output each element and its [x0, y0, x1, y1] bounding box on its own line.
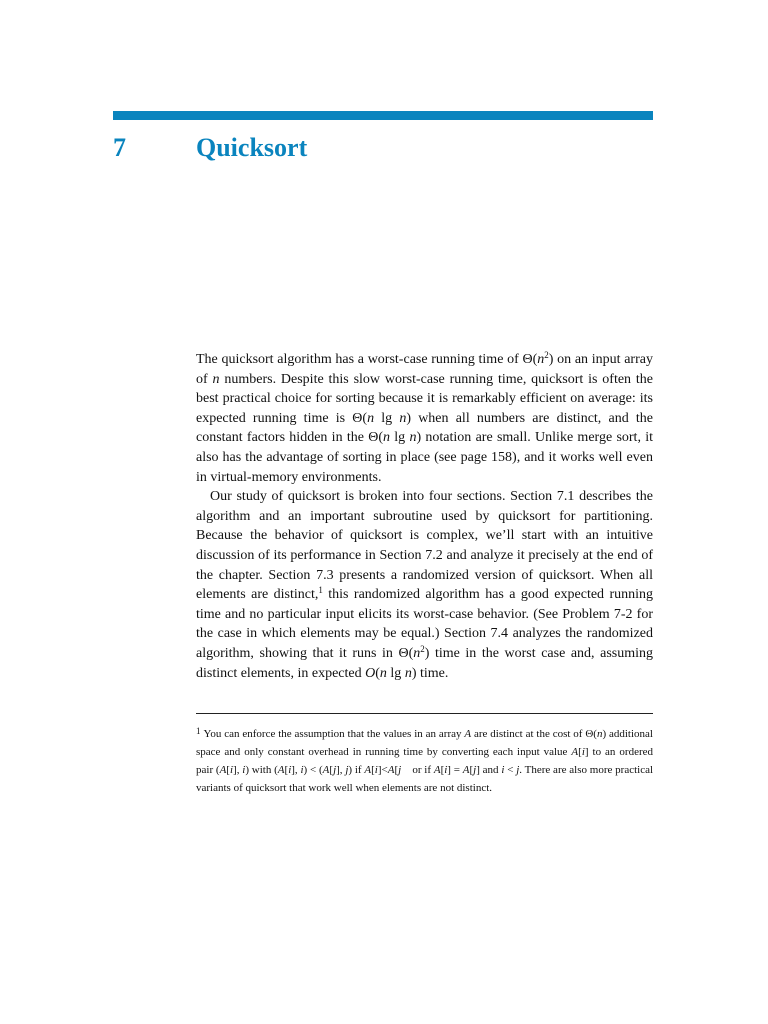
math-var: n — [399, 410, 407, 426]
math-var: n — [212, 371, 220, 387]
text: < — [504, 764, 517, 776]
math-var: A — [462, 764, 470, 776]
chapter-top-rule — [113, 111, 653, 120]
text: ) when all numbers are distinct, and the constant factors hidden in the Θ( — [196, 410, 654, 446]
text: lg — [386, 665, 405, 681]
math-var: n — [413, 645, 421, 661]
text: ) additional space and only constant overhead in running time by converting each input value — [196, 728, 653, 758]
text: numbers. Despite this slow worst-case running time, quicksort is often the best practical choice for sorting because it is remarkably efficient on average: its expected running time is Θ( — [196, 371, 654, 426]
math-var: i — [581, 746, 585, 758]
text: Our study of quicksort is broken into four sections. Section 7.1 describes the algorithm and an important subroutine used by quicksort for partitioning. Because the behavior of quicksort is complex, we’ll start with an intuitive discussion of its performance in Section 7.2 and analyze it precisely at the end of the chapter. Section 7.3 presents a randomized version of quicksort. When all elements are distinct, — [196, 489, 653, 603]
math-var: j — [473, 764, 477, 776]
text: [ — [329, 764, 334, 776]
math-var: n — [379, 665, 387, 681]
text: ) on an input array of — [196, 352, 653, 387]
text: ]< — [377, 764, 388, 776]
text: The quicksort algorithm has a worst-case running time of Θ( — [196, 352, 538, 367]
text: ] and — [476, 764, 502, 776]
math-var: i — [374, 764, 378, 776]
text: [ — [578, 746, 582, 758]
text: ) if — [348, 764, 365, 776]
footnote — [196, 722, 653, 797]
math-var: j — [345, 764, 349, 776]
text: ) time in the worst case and, assuming distinct elements, in expected — [196, 645, 653, 681]
text: [ — [440, 764, 445, 776]
chapter-title: Quicksort — [196, 133, 308, 162]
exponent: 2 — [544, 350, 549, 360]
math-var: A — [277, 764, 285, 776]
math-var: i — [242, 764, 246, 776]
math-var: n — [367, 410, 375, 426]
math-var: A — [464, 728, 472, 740]
text: or if — [401, 764, 434, 776]
text: ] = — [447, 764, 463, 776]
exponent: 2 — [420, 643, 425, 654]
math-var: A — [571, 746, 579, 758]
paragraph-1 — [196, 350, 653, 487]
text: ], — [233, 764, 243, 776]
text: ], — [291, 764, 301, 776]
text: lg — [390, 430, 410, 446]
text: [ — [371, 764, 375, 776]
body-text — [196, 350, 653, 683]
math-var: A — [219, 764, 227, 776]
math-var: i — [300, 764, 304, 776]
text: [ — [284, 764, 289, 776]
math-var: j — [333, 764, 337, 776]
text: [ — [226, 764, 230, 776]
math-var: A — [322, 764, 330, 776]
footnote-reference: 1 — [318, 585, 323, 596]
chapter-number: 7 — [113, 133, 126, 162]
math-var: i — [501, 764, 505, 776]
math-var: n — [404, 665, 412, 681]
math-var: A — [364, 764, 372, 776]
text: [ — [469, 764, 474, 776]
text: ( — [375, 665, 380, 681]
paragraph-2 — [196, 487, 653, 683]
math-var: i — [229, 764, 234, 776]
text: You can enforce the assumption that the values in an array — [203, 728, 465, 740]
math-var: n — [596, 728, 603, 740]
footnote-rule — [196, 713, 653, 714]
math-var: i — [444, 764, 448, 776]
text: ], — [336, 764, 346, 776]
text: [ — [394, 764, 399, 776]
text: ] to an ordered pair ( — [196, 746, 653, 776]
text: . There are also more practical variants of quicksort that work well when elements are not distinct. — [196, 764, 654, 794]
math-var: j — [516, 764, 520, 776]
math-var: n — [537, 352, 545, 367]
text: ) time. — [411, 665, 449, 681]
text: ) notation are small. Unlike merge sort, it also has the advantage of sorting in place (see page 158), and it works well even in virtual-memory environments. — [196, 430, 653, 485]
math-var: i — [288, 764, 292, 776]
footnote-mark: 1 — [196, 726, 201, 736]
text: are distinct at the cost of Θ( — [471, 728, 597, 740]
text: ) with ( — [245, 764, 278, 776]
math-var: n — [409, 430, 417, 446]
math-var: A — [433, 764, 441, 776]
text: ) < ( — [303, 764, 323, 776]
text: lg — [374, 410, 400, 426]
math-var: A — [387, 764, 395, 776]
math-var: O — [365, 665, 376, 681]
text: this randomized algorithm has a good expected running time and no particular input elicits its worst-case behavior. (See Problem 7-2 for the case in which elements may be equal.) Section 7.4 analyzes the randomized algorithm, showing that it runs in Θ( — [196, 587, 653, 661]
math-var: n — [383, 430, 391, 446]
math-var: j — [398, 764, 402, 776]
